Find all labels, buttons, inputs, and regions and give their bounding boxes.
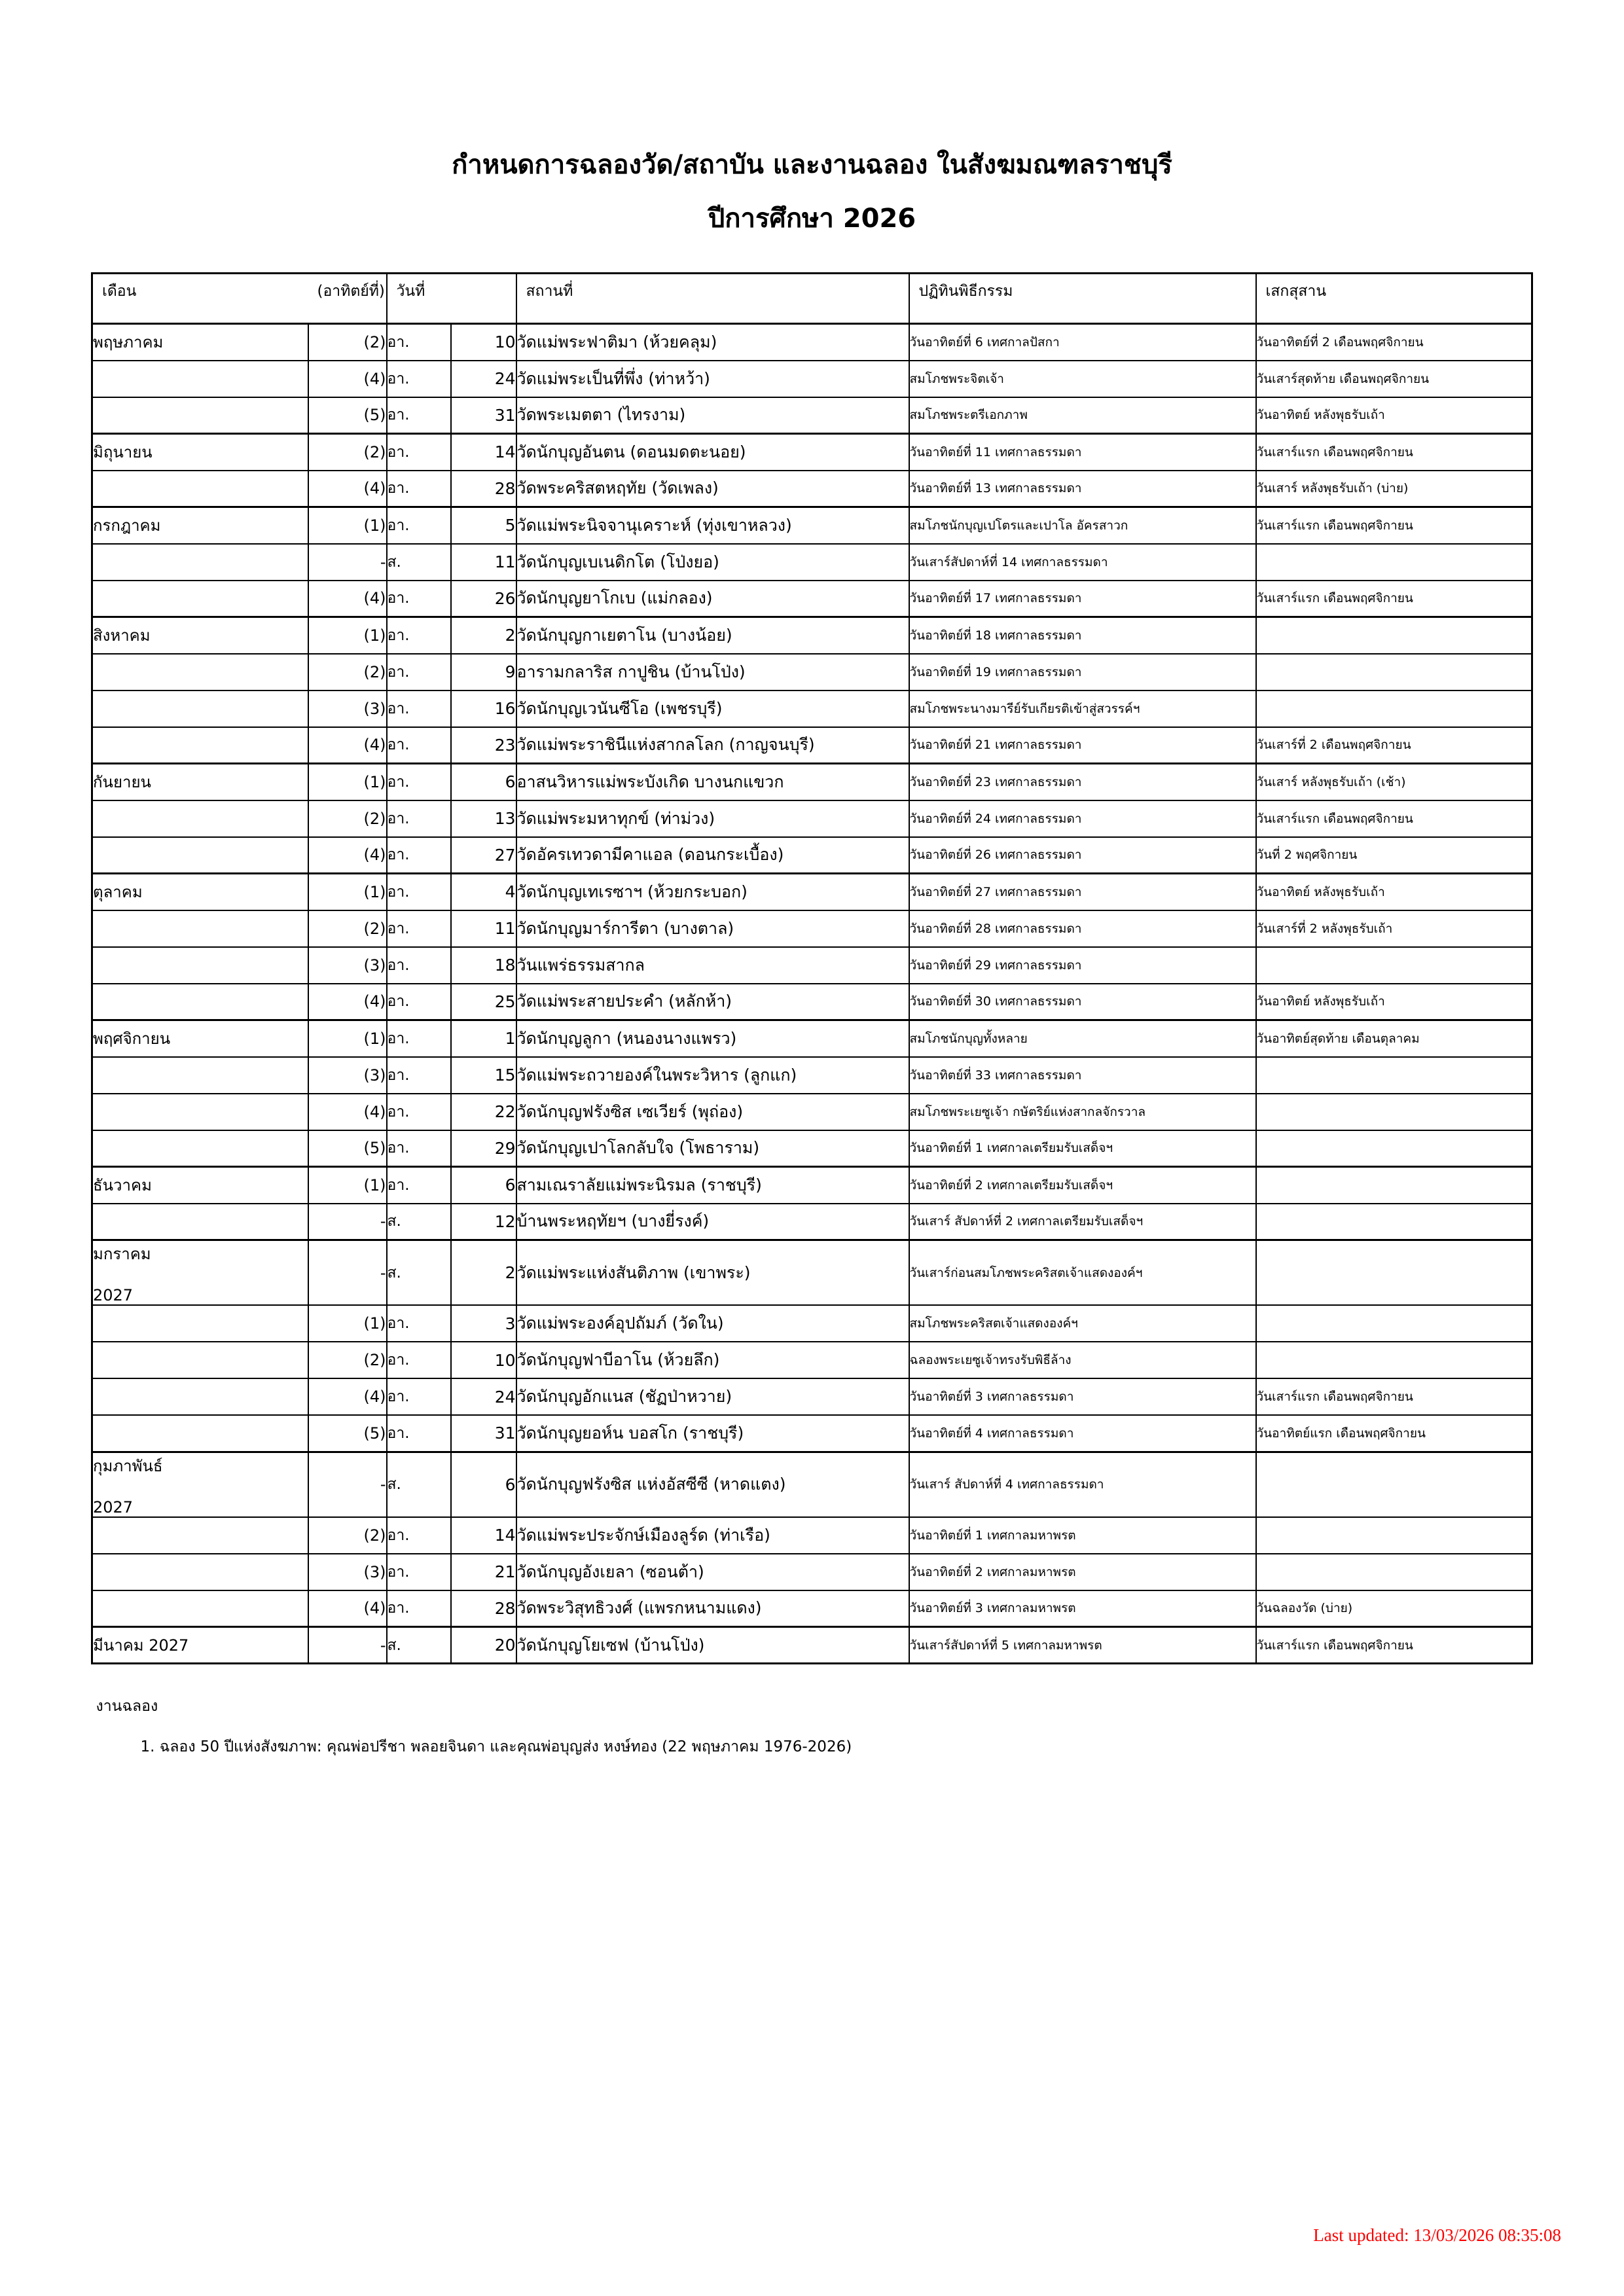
cell-liturgy: วันอาทิตย์ที่ 11 เทศกาลธรรมดา (909, 434, 1256, 471)
cell-month (92, 1342, 308, 1378)
cell-place: วัดนักบุญเวนันซีโอ (เพชรบุรี) (516, 691, 909, 727)
cell-dayofweek: อา. (387, 324, 451, 361)
cell-cemetery (1256, 947, 1532, 984)
cell-liturgy: วันอาทิตย์ที่ 3 เทศกาลมหาพรต (909, 1590, 1256, 1627)
table-row (92, 324, 1532, 361)
cell-daynumber: 24 (451, 361, 516, 397)
cell-dayofweek: อา. (387, 1554, 451, 1590)
cell-place: วัดแม่พระองค์อุปถัมภ์ (วัดใน) (516, 1305, 909, 1342)
cell-daynumber: 1 (451, 1020, 516, 1057)
cell-week: (3) (308, 1057, 387, 1094)
cell-place: วัดนักบุญอักแนส (ชัฏป่าหวาย) (516, 1378, 909, 1415)
cell-daynumber: 28 (451, 1590, 516, 1627)
table-row (92, 874, 1532, 910)
cell-liturgy: สมโภชพระจิตเจ้า (909, 361, 1256, 397)
cell-cemetery: วันเสาร์ หลังพุธรับเถ้า (เช้า) (1256, 764, 1532, 800)
cell-daynumber: 27 (451, 837, 516, 874)
cell-cemetery: วันเสาร์แรก เดือนพฤศจิกายน (1256, 581, 1532, 617)
page-subtitle: ปีการศึกษา 2026 (708, 204, 916, 234)
cell-dayofweek: อา. (387, 984, 451, 1020)
cell-week: (2) (308, 654, 387, 691)
cell-cemetery: วันเสาร์แรก เดือนพฤศจิกายน (1256, 507, 1532, 544)
cell-place: วัดแม่พระถวายองค์ในพระวิหาร (ลูกแก) (516, 1057, 909, 1094)
cell-cemetery (1256, 1204, 1532, 1240)
cell-daynumber: 24 (451, 1378, 516, 1415)
cell-daynumber: 31 (451, 397, 516, 434)
cell-dayofweek: อา. (387, 800, 451, 837)
table-row (92, 800, 1532, 837)
cell-month (92, 1204, 308, 1240)
cell-month (92, 581, 308, 617)
cell-daynumber: 2 (451, 617, 516, 654)
cell-cemetery: วันอาทิตย์แรก เดือนพฤศจิกายน (1256, 1415, 1532, 1452)
cell-cemetery (1256, 1452, 1532, 1517)
table-row (92, 691, 1532, 727)
cell-month: มิถุนายน (92, 434, 308, 471)
cell-daynumber: 4 (451, 874, 516, 910)
cell-place: วัดพระคริสตหฤทัย (วัดเพลง) (516, 471, 909, 507)
cell-cemetery: วันเสาร์แรก เดือนพฤศจิกายน (1256, 434, 1532, 471)
cell-place: วัดแม่พระสายประคำ (หลักห้า) (516, 984, 909, 1020)
cell-liturgy: วันอาทิตย์ที่ 6 เทศกาลปัสกา (909, 324, 1256, 361)
cell-month: มีนาคม 2027 (92, 1627, 308, 1664)
cell-month: กรกฎาคม (92, 507, 308, 544)
cell-month: กุมภาพันธ์ 2027 (92, 1452, 308, 1517)
cell-place: วัดแม่พระมหาทุกข์ (ท่าม่วง) (516, 800, 909, 837)
cell-place: วัดนักบุญโยเซฟ (บ้านโป่ง) (516, 1627, 909, 1664)
table-row (92, 837, 1532, 874)
column-header-cemetery: เสกสุสาน (1256, 274, 1532, 324)
cell-week: (2) (308, 434, 387, 471)
cell-liturgy: สมโภชพระตรีเอกภาพ (909, 397, 1256, 434)
table-row (92, 471, 1532, 507)
cell-place: วัดแม่พระประจักษ์เมืองลูร์ด (ท่าเรือ) (516, 1517, 909, 1554)
cell-dayofweek: อา. (387, 654, 451, 691)
cell-cemetery: วันเสาร์แรก เดือนพฤศจิกายน (1256, 800, 1532, 837)
cell-liturgy: วันเสาร์สัปดาห์ที่ 5 เทศกาลมหาพรต (909, 1627, 1256, 1664)
cell-cemetery: วันเสาร์ หลังพุธรับเถ้า (บ่าย) (1256, 471, 1532, 507)
table-row (92, 947, 1532, 984)
cell-week: - (308, 1627, 387, 1664)
cell-cemetery: วันอาทิตย์สุดท้าย เดือนตุลาคม (1256, 1020, 1532, 1057)
cell-month (92, 1057, 308, 1094)
document-title-block (0, 0, 1624, 232)
table-row (92, 1627, 1532, 1664)
cell-cemetery: วันเสาร์ที่ 2 หลังพุธรับเถ้า (1256, 910, 1532, 947)
column-header-place: สถานที่ (516, 274, 909, 324)
cell-liturgy: สมโภชพระคริสตเจ้าแสดงองค์ฯ (909, 1305, 1256, 1342)
cell-liturgy: สมโภชพระเยซูเจ้า กษัตริย์แห่งสากลจักรวาล (909, 1094, 1256, 1130)
cell-place: วัดนักบุญฟรังซิส แห่งอัสซีซี (หาดแตง) (516, 1452, 909, 1517)
table-row (92, 984, 1532, 1020)
cell-daynumber: 15 (451, 1057, 516, 1094)
cell-dayofweek: ส. (387, 544, 451, 581)
cell-month: มกราคม 2027 (92, 1240, 308, 1306)
table-row (92, 1554, 1532, 1590)
cell-month (92, 1415, 308, 1452)
cell-dayofweek: อา. (387, 617, 451, 654)
cell-dayofweek: ส. (387, 1240, 451, 1306)
cell-dayofweek: อา. (387, 361, 451, 397)
cell-liturgy: วันเสาร์ สัปดาห์ที่ 4 เทศกาลธรรมดา (909, 1452, 1256, 1517)
cell-liturgy: วันอาทิตย์ที่ 3 เทศกาลธรรมดา (909, 1378, 1256, 1415)
column-header-month: เดือน (92, 274, 308, 324)
cell-dayofweek: อา. (387, 1378, 451, 1415)
cell-week: - (308, 1240, 387, 1306)
cell-month (92, 984, 308, 1020)
cell-dayofweek: อา. (387, 581, 451, 617)
cell-month: พฤศจิกายน (92, 1020, 308, 1057)
table-row (92, 507, 1532, 544)
cell-month (92, 544, 308, 581)
cell-dayofweek: อา. (387, 434, 451, 471)
cell-cemetery (1256, 1094, 1532, 1130)
cell-dayofweek: อา. (387, 1130, 451, 1167)
footer-item-1: 1. ฉลอง 50 ปีแห่งสังฆภาพ: คุณพ่อปรีชา พลอยจินดา และคุณพ่อบุญส่ง หงษ์ทอง (22 พฤษภาคม 1976-2026) (140, 1738, 852, 1755)
cell-daynumber: 26 (451, 581, 516, 617)
cell-liturgy: วันอาทิตย์ที่ 2 เทศกาลเตรียมรับเสด็จฯ (909, 1167, 1256, 1204)
cell-daynumber: 10 (451, 1342, 516, 1378)
cell-month (92, 1554, 308, 1590)
column-header-liturgy: ปฏิทินพิธีกรรม (909, 274, 1256, 324)
cell-liturgy: สมโภชพระนางมารีย์รับเกียรติเข้าสู่สวรรค์ฯ (909, 691, 1256, 727)
cell-cemetery (1256, 1305, 1532, 1342)
cell-cemetery (1256, 617, 1532, 654)
column-header-dow: วันที่ (387, 274, 451, 324)
column-header-daynum (451, 274, 516, 324)
cell-month (92, 1305, 308, 1342)
cell-daynumber: 14 (451, 1517, 516, 1554)
cell-week: - (308, 544, 387, 581)
cell-week: - (308, 1204, 387, 1240)
cell-dayofweek: อา. (387, 764, 451, 800)
cell-week: (2) (308, 800, 387, 837)
cell-cemetery: วันเสาร์ที่ 2 เดือนพฤศจิกายน (1256, 727, 1532, 764)
cell-cemetery: วันเสาร์แรก เดือนพฤศจิกายน (1256, 1627, 1532, 1664)
cell-cemetery (1256, 1342, 1532, 1378)
cell-liturgy: วันอาทิตย์ที่ 24 เทศกาลธรรมดา (909, 800, 1256, 837)
cell-cemetery (1256, 1167, 1532, 1204)
cell-week: (3) (308, 691, 387, 727)
cell-cemetery: วันอาทิตย์ หลังพุธรับเถ้า (1256, 984, 1532, 1020)
cell-place: บ้านพระหฤทัยฯ (บางยี่รงค์) (516, 1204, 909, 1240)
cell-liturgy: วันเสาร์ก่อนสมโภชพระคริสตเจ้าแสดงองค์ฯ (909, 1240, 1256, 1306)
cell-dayofweek: ส. (387, 1204, 451, 1240)
cell-liturgy: วันอาทิตย์ที่ 2 เทศกาลมหาพรต (909, 1554, 1256, 1590)
table-row (92, 361, 1532, 397)
cell-daynumber: 12 (451, 1204, 516, 1240)
cell-month (92, 910, 308, 947)
cell-daynumber: 14 (451, 434, 516, 471)
cell-daynumber: 11 (451, 910, 516, 947)
cell-liturgy: วันอาทิตย์ที่ 4 เทศกาลธรรมดา (909, 1415, 1256, 1452)
cell-week: (4) (308, 984, 387, 1020)
table-row (92, 727, 1532, 764)
cell-cemetery: วันอาทิตย์ที่ 2 เดือนพฤศจิกายน (1256, 324, 1532, 361)
cell-month-year: 2027 (93, 1498, 134, 1516)
cell-dayofweek: อา. (387, 397, 451, 434)
cell-place: อารามกลาริส กาปูชิน (บ้านโป่ง) (516, 654, 909, 691)
cell-week: - (308, 1452, 387, 1517)
cell-daynumber: 23 (451, 727, 516, 764)
table-row (92, 1415, 1532, 1452)
table-row (92, 1378, 1532, 1415)
cell-place: วัดนักบุญอันตน (ดอนมดตะนอย) (516, 434, 909, 471)
cell-place: อาสนวิหารแม่พระบังเกิด บางนกแขวก (516, 764, 909, 800)
cell-cemetery (1256, 544, 1532, 581)
cell-dayofweek: ส. (387, 1627, 451, 1664)
cell-daynumber: 31 (451, 1415, 516, 1452)
table-row (92, 397, 1532, 434)
cell-cemetery: วันเสาร์แรก เดือนพฤศจิกายน (1256, 1378, 1532, 1415)
cell-daynumber: 9 (451, 654, 516, 691)
cell-cemetery (1256, 1517, 1532, 1554)
cell-daynumber: 2 (451, 1240, 516, 1306)
cell-week: (5) (308, 397, 387, 434)
cell-liturgy: วันอาทิตย์ที่ 17 เทศกาลธรรมดา (909, 581, 1256, 617)
cell-week: (5) (308, 1415, 387, 1452)
cell-liturgy: วันอาทิตย์ที่ 28 เทศกาลธรรมดา (909, 910, 1256, 947)
cell-week: (1) (308, 874, 387, 910)
cell-week: (4) (308, 1378, 387, 1415)
cell-week: (1) (308, 1305, 387, 1342)
cell-place: วัดนักบุญฟาบีอาโน (ห้วยลึก) (516, 1342, 909, 1378)
cell-month (92, 1094, 308, 1130)
cell-place: วัดอัครเทวดามีคาแอล (ดอนกระเบื้อง) (516, 837, 909, 874)
cell-week: (2) (308, 910, 387, 947)
cell-daynumber: 29 (451, 1130, 516, 1167)
cell-dayofweek: อา. (387, 947, 451, 984)
table-row (92, 1094, 1532, 1130)
cell-month (92, 1590, 308, 1627)
cell-week: (5) (308, 1130, 387, 1167)
cell-daynumber: 16 (451, 691, 516, 727)
table-row (92, 910, 1532, 947)
table-row (92, 1167, 1532, 1204)
cell-daynumber: 11 (451, 544, 516, 581)
cell-week: (1) (308, 764, 387, 800)
cell-month (92, 1378, 308, 1415)
table-row (92, 1057, 1532, 1094)
cell-month: ธันวาคม (92, 1167, 308, 1204)
cell-dayofweek: อา. (387, 1057, 451, 1094)
table-row (92, 581, 1532, 617)
cell-month (92, 800, 308, 837)
cell-week: (3) (308, 947, 387, 984)
cell-place: วัดนักบุญยาโกเบ (แม่กลอง) (516, 581, 909, 617)
cell-place: วัดนักบุญมาร์การีตา (บางตาล) (516, 910, 909, 947)
table-body (92, 324, 1532, 1664)
cell-week: (4) (308, 361, 387, 397)
cell-dayofweek: อา. (387, 1094, 451, 1130)
table-row (92, 1452, 1532, 1517)
cell-dayofweek: อา. (387, 837, 451, 874)
cell-place: วัดแม่พระแห่งสันติภาพ (เขาพระ) (516, 1240, 909, 1306)
cell-month (92, 1130, 308, 1167)
table-row (92, 434, 1532, 471)
cell-dayofweek: อา. (387, 1415, 451, 1452)
cell-liturgy: วันอาทิตย์ที่ 27 เทศกาลธรรมดา (909, 874, 1256, 910)
cell-week: (4) (308, 581, 387, 617)
cell-place: วัดนักบุญอังเยลา (ซอนต้า) (516, 1554, 909, 1590)
cell-daynumber: 6 (451, 764, 516, 800)
cell-cemetery: วันอาทิตย์ หลังพุธรับเถ้า (1256, 874, 1532, 910)
cell-place: วัดแม่พระนิจจานุเคราะห์ (ทุ่งเขาหลวง) (516, 507, 909, 544)
cell-week: (3) (308, 1554, 387, 1590)
last-updated-stamp: Last updated: 13/03/2026 08:35:08 (1313, 2225, 1561, 2245)
table-row (92, 1342, 1532, 1378)
cell-week: (2) (308, 324, 387, 361)
cell-place: วัดนักบุญเทเรซาฯ (ห้วยกระบอก) (516, 874, 909, 910)
cell-cemetery: วันอาทิตย์ หลังพุธรับเถ้า (1256, 397, 1532, 434)
cell-place: วัดนักบุญลูกา (หนองนางแพรว) (516, 1020, 909, 1057)
cell-liturgy: วันเสาร์ สัปดาห์ที่ 2 เทศกาลเตรียมรับเสด็จฯ (909, 1204, 1256, 1240)
cell-month (92, 471, 308, 507)
page-title: กำหนดการฉลองวัด/สถาบัน และงานฉลอง ในสังฆมณฑลราชบุรี (452, 150, 1172, 180)
cell-month (92, 727, 308, 764)
cell-place: วัดแม่พระฟาติมา (ห้วยคลุม) (516, 324, 909, 361)
cell-dayofweek: อา. (387, 1517, 451, 1554)
cell-dayofweek: อา. (387, 910, 451, 947)
cell-liturgy: วันเสาร์สัปดาห์ที่ 14 เทศกาลธรรมดา (909, 544, 1256, 581)
cell-place: วัดนักบุญฟรังซิส เซเวียร์ (พุถ่อง) (516, 1094, 909, 1130)
cell-daynumber: 20 (451, 1627, 516, 1664)
cell-week: (1) (308, 617, 387, 654)
cell-liturgy: วันอาทิตย์ที่ 33 เทศกาลธรรมดา (909, 1057, 1256, 1094)
cell-liturgy: วันอาทิตย์ที่ 13 เทศกาลธรรมดา (909, 471, 1256, 507)
cell-place: วัดนักบุญยอห์น บอสโก (ราชบุรี) (516, 1415, 909, 1452)
cell-liturgy: วันอาทิตย์ที่ 30 เทศกาลธรรมดา (909, 984, 1256, 1020)
cell-place: สามเณราลัยแม่พระนิรมล (ราชบุรี) (516, 1167, 909, 1204)
cell-dayofweek: อา. (387, 1342, 451, 1378)
cell-daynumber: 28 (451, 471, 516, 507)
footer-section (92, 1695, 1532, 1759)
cell-month (92, 691, 308, 727)
column-header-week: (อาทิตย์ที่) (308, 274, 387, 324)
cell-liturgy: สมโภชนักบุญทั้งหลาย (909, 1020, 1256, 1057)
cell-dayofweek: อา. (387, 1305, 451, 1342)
cell-cemetery: วันฉลองวัด (บ่าย) (1256, 1590, 1532, 1627)
cell-cemetery (1256, 1130, 1532, 1167)
cell-daynumber: 22 (451, 1094, 516, 1130)
cell-liturgy: วันอาทิตย์ที่ 26 เทศกาลธรรมดา (909, 837, 1256, 874)
cell-cemetery (1256, 1240, 1532, 1306)
cell-week: (2) (308, 1342, 387, 1378)
cell-month (92, 947, 308, 984)
cell-cemetery (1256, 1057, 1532, 1094)
cell-month-year: 2027 (93, 1286, 134, 1304)
cell-place: วัดนักบุญกาเยตาโน (บางน้อย) (516, 617, 909, 654)
cell-cemetery (1256, 691, 1532, 727)
cell-place: วันแพร่ธรรมสากล (516, 947, 909, 984)
cell-cemetery (1256, 654, 1532, 691)
footer-heading: งานฉลอง (96, 1698, 158, 1715)
cell-daynumber: 18 (451, 947, 516, 984)
cell-place: วัดแม่พระเป็นที่พึ่ง (ท่าหว้า) (516, 361, 909, 397)
table-row (92, 764, 1532, 800)
cell-liturgy: วันอาทิตย์ที่ 21 เทศกาลธรรมดา (909, 727, 1256, 764)
cell-daynumber: 3 (451, 1305, 516, 1342)
cell-week: (1) (308, 507, 387, 544)
cell-week: (4) (308, 1094, 387, 1130)
cell-daynumber: 10 (451, 324, 516, 361)
cell-week: (1) (308, 1020, 387, 1057)
cell-week: (4) (308, 837, 387, 874)
cell-dayofweek: อา. (387, 727, 451, 764)
cell-cemetery: วันที่ 2 พฤศจิกายน (1256, 837, 1532, 874)
cell-daynumber: 13 (451, 800, 516, 837)
cell-daynumber: 25 (451, 984, 516, 1020)
table-row (92, 1240, 1532, 1306)
cell-liturgy: วันอาทิตย์ที่ 18 เทศกาลธรรมดา (909, 617, 1256, 654)
cell-liturgy: สมโภชนักบุญเปโตรและเปาโล อัครสาวก (909, 507, 1256, 544)
cell-month (92, 397, 308, 434)
cell-dayofweek: อา. (387, 691, 451, 727)
table-row (92, 1517, 1532, 1554)
cell-place: วัดพระเมตตา (ไทรงาม) (516, 397, 909, 434)
cell-liturgy: วันอาทิตย์ที่ 23 เทศกาลธรรมดา (909, 764, 1256, 800)
cell-dayofweek: อา. (387, 1020, 451, 1057)
table-row (92, 617, 1532, 654)
cell-week: (2) (308, 1517, 387, 1554)
cell-week: (1) (308, 1167, 387, 1204)
cell-dayofweek: อา. (387, 1167, 451, 1204)
table-row (92, 544, 1532, 581)
cell-dayofweek: อา. (387, 874, 451, 910)
cell-month (92, 654, 308, 691)
cell-dayofweek: อา. (387, 507, 451, 544)
cell-daynumber: 6 (451, 1452, 516, 1517)
cell-month (92, 1517, 308, 1554)
table-row (92, 1130, 1532, 1167)
cell-daynumber: 5 (451, 507, 516, 544)
table-row (92, 654, 1532, 691)
cell-dayofweek: อา. (387, 1590, 451, 1627)
cell-dayofweek: อา. (387, 471, 451, 507)
cell-dayofweek: ส. (387, 1452, 451, 1517)
cell-month (92, 837, 308, 874)
cell-cemetery: วันเสาร์สุดท้าย เดือนพฤศจิกายน (1256, 361, 1532, 397)
cell-month: สิงหาคม (92, 617, 308, 654)
cell-liturgy: วันอาทิตย์ที่ 1 เทศกาลเตรียมรับเสด็จฯ (909, 1130, 1256, 1167)
cell-liturgy: วันอาทิตย์ที่ 1 เทศกาลมหาพรต (909, 1517, 1256, 1554)
cell-month: ตุลาคม (92, 874, 308, 910)
schedule-table (91, 272, 1533, 1664)
cell-week: (4) (308, 1590, 387, 1627)
cell-liturgy: ฉลองพระเยซูเจ้าทรงรับพิธีล้าง (909, 1342, 1256, 1378)
table-row (92, 1590, 1532, 1627)
table-row (92, 1020, 1532, 1057)
cell-month (92, 361, 308, 397)
cell-place: วัดนักบุญเบเนดิกโต (โป่งยอ) (516, 544, 909, 581)
table-row (92, 1305, 1532, 1342)
cell-liturgy: วันอาทิตย์ที่ 19 เทศกาลธรรมดา (909, 654, 1256, 691)
cell-week: (4) (308, 471, 387, 507)
cell-place: วัดแม่พระราชินีแห่งสากลโลก (กาญจนบุรี) (516, 727, 909, 764)
cell-week: (4) (308, 727, 387, 764)
cell-place: วัดนักบุญเปาโลกลับใจ (โพธาราม) (516, 1130, 909, 1167)
cell-place: วัดพระวิสุทธิวงศ์ (แพรกหนามแดง) (516, 1590, 909, 1627)
table-header (92, 274, 1532, 324)
table-row (92, 1204, 1532, 1240)
cell-daynumber: 21 (451, 1554, 516, 1590)
cell-liturgy: วันอาทิตย์ที่ 29 เทศกาลธรรมดา (909, 947, 1256, 984)
cell-month: พฤษภาคม (92, 324, 308, 361)
cell-month: กันยายน (92, 764, 308, 800)
cell-cemetery (1256, 1554, 1532, 1590)
cell-daynumber: 6 (451, 1167, 516, 1204)
